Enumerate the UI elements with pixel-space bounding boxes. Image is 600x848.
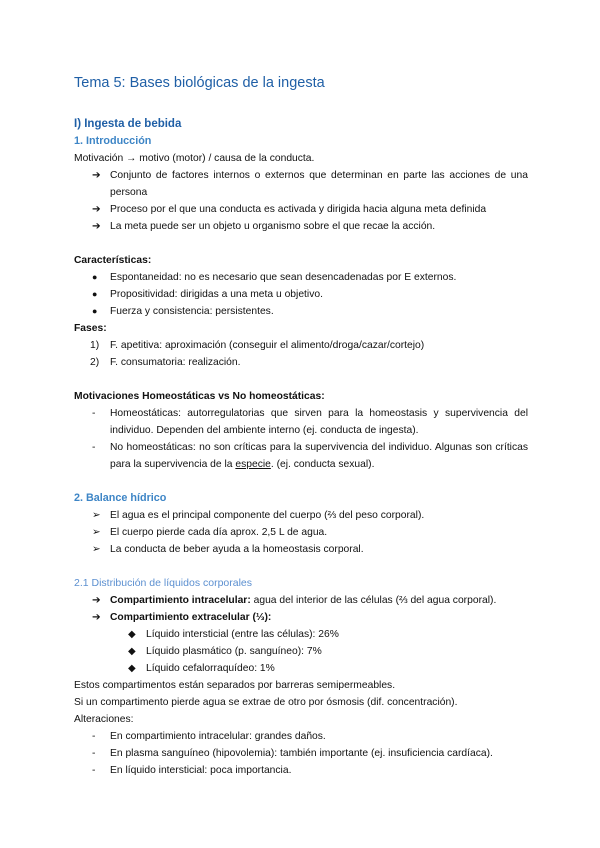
list-item: ◆ Líquido cefalorraquídeo: 1% <box>74 660 528 677</box>
bullet-icon: ● <box>92 272 98 282</box>
especie-link: especie <box>235 459 271 470</box>
list-item: ➔ Proceso por el que una conducta es activada y dirigida hacia alguna meta definida <box>74 201 528 218</box>
list-item: ● Espontaneidad: no es necesario que sean desencadenadas por E externos. <box>74 269 528 286</box>
list-number: 1) <box>90 340 100 351</box>
arrow-icon: ➔ <box>92 170 101 181</box>
paragraph-osmosis: Si un compartimento pierde agua se extrae de otro por ósmosis (dif. concentración). <box>74 697 458 708</box>
list-item: ➔ La meta puede ser un objeto u organismo sobre el que recae la acción. <box>74 218 528 235</box>
arrowhead-icon: ➢ <box>92 527 101 538</box>
features-list <box>74 269 528 320</box>
dash-marker: - <box>92 765 96 776</box>
motivation-line: Motivación → motivo (motor) / causa de la conducta. <box>74 153 315 164</box>
list-number: 2) <box>90 357 100 368</box>
list-item: ➢ La conducta de beber ayuda a la homeostasis corporal. <box>74 541 528 558</box>
dash-marker: - <box>92 408 96 419</box>
arrow-icon: ➔ <box>92 612 101 623</box>
dash-marker: - <box>92 442 96 453</box>
list-item: 1) F. apetitiva: aproximación (conseguir el alimento/droga/cazar/cortejo) <box>74 337 528 354</box>
alterations-heading: Alteraciones: <box>74 714 134 725</box>
page-title: Tema 5: Bases biológicas de la ingesta <box>74 75 325 91</box>
phases-heading: Fases: <box>74 323 107 334</box>
list-item: - En compartimiento intracelular: grandes daños. <box>74 728 528 745</box>
list-item: - En líquido intersticial: poca importancia. <box>74 762 528 779</box>
list-item: ➔ Conjunto de factores internos o externos que determinan en parte las acciones de una persona <box>74 167 528 201</box>
section-heading-distribucion: 2.1 Distribución de líquidos corporales <box>74 577 253 589</box>
list-item: ● Fuerza y consistencia: persistentes. <box>74 303 528 320</box>
bullet-icon: ● <box>92 289 98 299</box>
alterations-list <box>74 728 528 779</box>
section-heading-balance: 2. Balance hídrico <box>74 492 167 504</box>
list-item: ◆ Líquido intersticial (entre las células): 26% <box>74 626 528 643</box>
section-heading-introduccion: 1. Introducción <box>74 135 152 147</box>
diamond-icon: ◆ <box>128 629 136 640</box>
homeostatic-list <box>74 405 528 473</box>
list-item: ➢ El cuerpo pierde cada día aprox. 2,5 L de agua. <box>74 524 528 541</box>
document-content <box>74 74 528 779</box>
list-item: ➔ Compartimiento intracelular: agua del interior de las células (⅔ del agua corporal). <box>74 592 528 609</box>
phases-list <box>74 337 528 371</box>
balance-list <box>74 507 528 558</box>
arrowhead-icon: ➢ <box>92 544 101 555</box>
list-item: - No homeostáticas: no son críticas para la supervivencia del individuo. Algunas son críticas para la supervivencia de la especie. (ej. conducta sexual). <box>74 439 528 473</box>
features-heading: Características: <box>74 255 152 266</box>
compartments-list <box>74 592 528 677</box>
list-item: ➢ El agua es el principal componente del cuerpo (⅔ del peso corporal). <box>74 507 528 524</box>
diamond-icon: ◆ <box>128 663 136 674</box>
arrowhead-icon: ➢ <box>92 510 101 521</box>
bullet-icon: ● <box>92 306 98 316</box>
dash-marker: - <box>92 748 96 759</box>
list-item: - Homeostáticas: autorregulatorias que sirven para la homeostasis y supervivencia del individuo. Dependen del ambiente interno (ej. conducta de ingesta). <box>74 405 528 439</box>
dash-marker: - <box>92 731 96 742</box>
list-item: 2) F. consumatoria: realización. <box>74 354 528 371</box>
arrow-icon: ➔ <box>92 221 101 232</box>
arrow-icon: ➔ <box>92 204 101 215</box>
list-item: - En plasma sanguíneo (hipovolemia): también importante (ej. insuficiencia cardíaca). <box>74 745 528 762</box>
list-item: ◆ Líquido plasmático (p. sanguíneo): 7% <box>74 643 528 660</box>
diamond-icon: ◆ <box>128 646 136 657</box>
list-item: ● Propositividad: dirigidas a una meta u objetivo. <box>74 286 528 303</box>
motivation-list <box>74 167 528 235</box>
list-item: ➔ Compartimiento extracelular (⅓): <box>74 609 528 626</box>
section-heading-bebida: I) Ingesta de bebida <box>74 118 182 130</box>
arrow-icon: ➔ <box>92 595 101 606</box>
homeostatic-heading: Motivaciones Homeostáticas vs No homeostáticas: <box>74 391 325 402</box>
paragraph-barriers: Estos compartimentos están separados por barreras semipermeables. <box>74 680 396 691</box>
